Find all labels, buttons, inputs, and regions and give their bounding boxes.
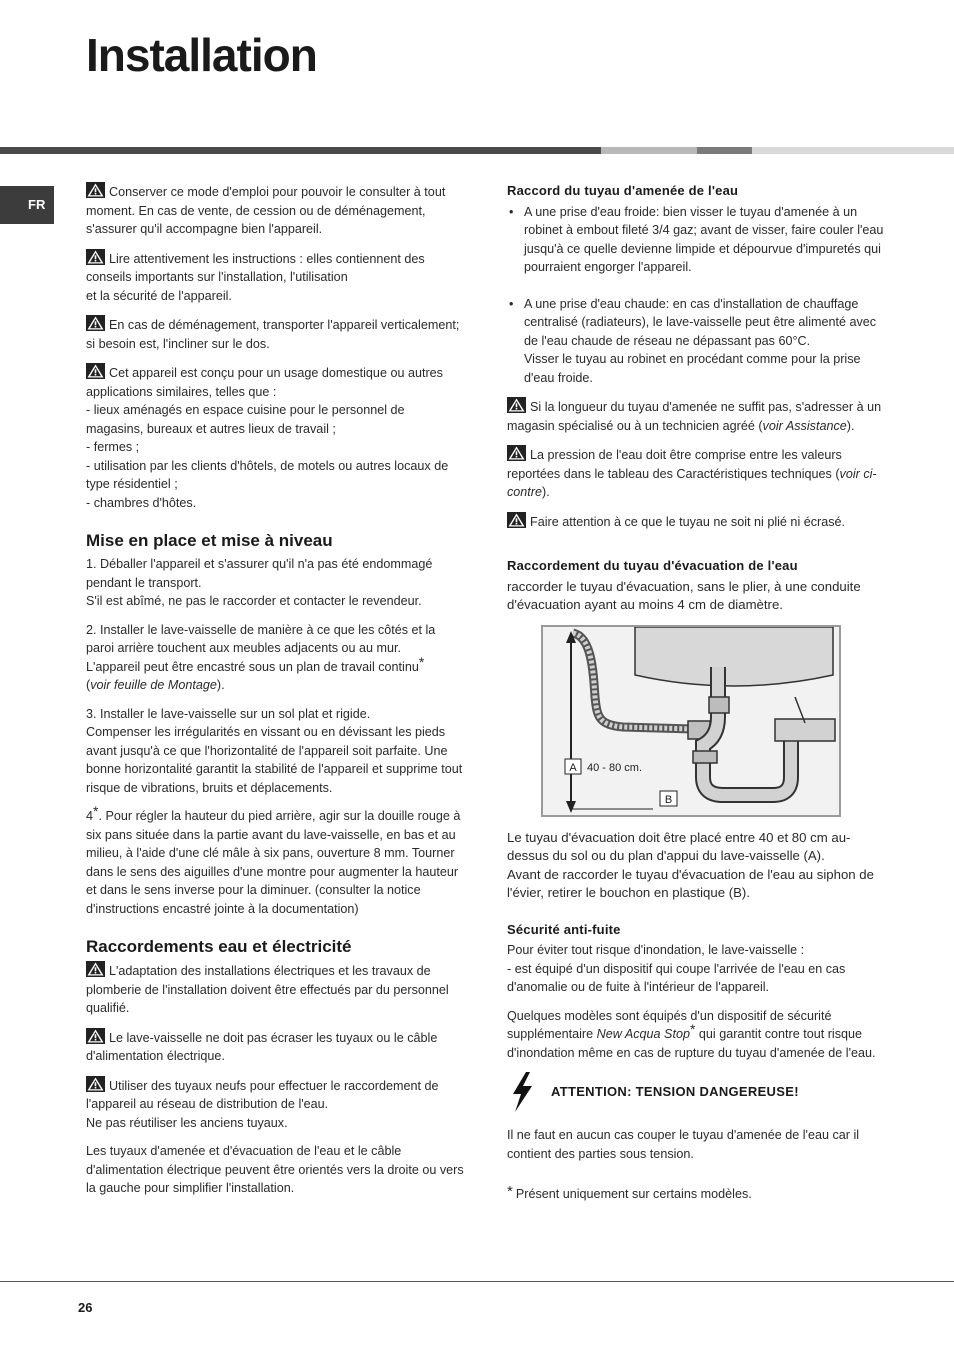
label-range: 40 - 80 cm. [587, 761, 643, 774]
warning-paragraph [86, 315, 464, 353]
step-2 [86, 621, 464, 695]
asterisk: * [418, 653, 425, 670]
warning-paragraph [86, 961, 464, 1018]
danger-notice [507, 1072, 887, 1112]
step-4-text: . Pour régler la hauteur du pied arrière, agir sur la douille rouge à six pans située dans la partie avant du lave-vaisselle, en bas et au milieu, à l'aide d'une clé mâle à six pans, ouverture 8 mm. Tourner dans le sens des aiguilles d'une montre pour augmenter la hauteur et dans le sens inverse pour la diminuer. (consulter la notice d'instructions encastré jointe à la documentation) [86, 809, 461, 916]
warning-text: Conserver ce mode d'emploi pour pouvoir le consulter à tout moment. En cas de vente, de cession ou de déménagement, s'assurer qu'il accompagne bien l'appareil. [86, 185, 446, 236]
paragraph: Le tuyau d'évacuation doit être placé entre 40 et 80 cm au-dessus du sol ou du plan d'appui du lave-vaisselle (A). Avant de raccorder le tuyau d'évacuation de l'eau au siphon de l'évier, retirer le bouchon en plastique (B). [507, 829, 874, 900]
step-2-ref: voir feuille de Montage [90, 678, 217, 692]
warning-paragraph [86, 182, 464, 239]
warning-text-end: ). [846, 418, 855, 433]
warning-triangle-icon [86, 315, 105, 331]
lightning-bolt-icon [507, 1072, 537, 1112]
section-heading-raccordements: Raccordements eau et électricité [86, 937, 352, 956]
warning-ref: voir ci-contre [507, 466, 877, 499]
paragraph [507, 1007, 887, 1063]
danger-text: ATTENTION: TENSION DANGEREUSE! [551, 1083, 799, 1099]
warning-triangle-icon [507, 445, 526, 461]
asterisk: * [93, 803, 99, 819]
header-rule-mid [697, 147, 752, 154]
warning-text: La pression de l'eau doit être comprise entre les valeurs reportées dans le tableau des Caractéristiques techniques ( [507, 448, 842, 481]
step-1: 1. Déballer l'appareil et s'assurer qu'il n'a pas été endommagé pendant le transport. S'il est abîmé, ne pas le raccorder et contacter le revendeur. [86, 557, 433, 608]
page-title: Installation [86, 29, 317, 81]
footnote-text: Présent uniquement sur certains modèles. [515, 1187, 752, 1201]
asterisk: * [689, 1021, 696, 1037]
paragraph: Les tuyaux d'amenée et d'évacuation de l'eau et le câble d'alimentation électrique peuvent être orientés vers la droite ou vers la gauche pour simplifier l'installation. [86, 1144, 464, 1195]
warning-text: Utiliser des tuyaux neufs pour effectuer le raccordement de l'appareil au réseau de distribution de l'eau. Ne pas réutiliser les anciens tuyaux. [86, 1078, 439, 1130]
paragraph: Il ne faut en aucun cas couper le tuyau d'amenée de l'eau car il contient des parties sous tension. [507, 1128, 860, 1161]
warning-triangle-icon [507, 512, 526, 528]
paragraph: raccorder le tuyau d'évacuation, sans le plier, à une conduite d'évacuation ayant au moins 4 cm de diamètre. [507, 578, 861, 612]
list-item: • A une prise d'eau chaude: en cas d'installation de chauffage centralisé (radiateurs), le lave-vaisselle peut être alimenté avec de l'eau chaude de réseau ne dépassant pas 60°C. Visser le tuyau au robinet en procédant comme pour la prise d'eau froide. [507, 295, 887, 388]
footer-rule [0, 1281, 954, 1282]
label-b: B [664, 793, 673, 806]
warning-triangle-icon [507, 397, 526, 413]
product-name: New Acqua Stop [596, 1027, 690, 1041]
warning-paragraph [507, 445, 887, 502]
step-4-number: 4 [86, 809, 94, 823]
warning-triangle-icon [86, 961, 105, 977]
section-heading-mise-en-place: Mise en place et mise à niveau [86, 531, 333, 550]
drain-hose-diagram [541, 625, 841, 817]
header-rule-light [601, 147, 697, 154]
warning-text: L'adaptation des installations électriques et les travaux de plomberie de l'installation doivent être effectués par du personnel qualifié. [86, 964, 449, 1015]
warning-triangle-icon [86, 1076, 105, 1092]
warning-triangle-icon [86, 1028, 105, 1044]
paragraph-text: Quelques modèles sont équipés d'un dispositif de sécurité supplémentaire [507, 1008, 832, 1041]
warning-triangle-icon [86, 249, 105, 265]
step-2-ref-open: ( [86, 678, 91, 692]
warning-paragraph [86, 249, 464, 306]
warning-text: Le lave-vaisselle ne doit pas écraser les tuyaux ou le câble d'alimentation électrique. [86, 1030, 438, 1063]
warning-paragraph [507, 512, 887, 532]
warning-paragraph [86, 1076, 464, 1133]
warning-text: Cet appareil est conçu pour un usage domestique ou autres applications similaires, telles que : - lieux aménagés en espace cuisine pour le personnel de magasins, bureaux et autres lieux de travail ; - fermes ; - utilisation par les clients d'hôtels, de motels ou autres locaux de type résidentiel ; - chambres d'hôtes. [86, 366, 449, 510]
list-item: • A une prise d'eau froide: bien visser le tuyau d'amenée à un robinet à embout fileté 3/4 gaz; avant de visser, faire couler l'eau jusqu'à ce quelle devienne limpide et dépourvue d'impuretés qui pourraient engorger l'appareil. [507, 203, 887, 277]
section-heading-securite: Sécurité anti-fuite [507, 921, 621, 937]
bullet-list [507, 203, 887, 388]
warning-triangle-icon [86, 182, 105, 198]
section-heading-evacuation: Raccordement du tuyau d'évacuation de l'eau [507, 558, 798, 573]
header-rule-dark [0, 147, 601, 154]
warning-paragraph [86, 363, 464, 512]
label-a: A [569, 761, 577, 774]
paragraph-text-end: qui garantit contre tout risque d'inondation même en cas de rupture du tuyau d'amenée de l'eau. [507, 1027, 876, 1060]
language-tab: FR [0, 186, 54, 224]
warning-triangle-icon [86, 363, 105, 379]
warning-paragraph [507, 397, 887, 435]
right-column [507, 182, 887, 1214]
warning-text: En cas de déménagement, transporter l'appareil verticalement; si besoin est, l'incliner sur le dos. [86, 318, 460, 351]
paragraph: Pour éviter tout risque d'inondation, le lave-vaisselle : - est équipé d'un dispositif qui coupe l'arrivée de l'eau en cas d'anomalie ou de fuite à l'intérieur de l'appareil. [507, 943, 846, 994]
warning-ref: voir Assistance [762, 418, 847, 433]
footnote [507, 1183, 887, 1204]
warning-text: Faire attention à ce que le tuyau ne soit ni plié ni écrasé. [530, 514, 846, 529]
warning-text: Lire attentivement les instructions : elles contiennent des conseils importants sur l'installation, l'utilisation et la sécurité de l'appareil. [86, 251, 425, 303]
step-2-ref-close: ). [216, 678, 225, 692]
step-4 [86, 803, 464, 918]
step-3: 3. Installer le lave-vaisselle sur un sol plat et rigide. Compenser les irrégularités en vissant ou en dévissant les pieds avant jusqu'à ce que l'horizontalité de l'appareil soit parfaite. Une bonne horizontalité garantit la stabilité de l'appareil et supprime tout risque de vibrations, bruits et déplacements. [86, 706, 463, 795]
warning-paragraph [86, 1028, 464, 1066]
asterisk: * [507, 1183, 513, 1200]
step-2-text: 2. Installer le lave-vaisselle de manière à ce que les côtés et la paroi arrière touchent aux meubles adjacents ou au mur. L'appareil peut être encastré sous un plan de travail continu [86, 622, 436, 674]
warning-text-end: ). [542, 485, 550, 499]
header-rule-pale [752, 147, 954, 154]
left-column [86, 182, 464, 1208]
section-heading-amenee: Raccord du tuyau d'amenée de l'eau [507, 183, 739, 198]
warning-text: Si la longueur du tuyau d'amenée ne suffit pas, s'adresser à un magasin spécialisé ou à un technicien agréé ( [507, 400, 882, 433]
page-number: 26 [78, 1300, 93, 1315]
